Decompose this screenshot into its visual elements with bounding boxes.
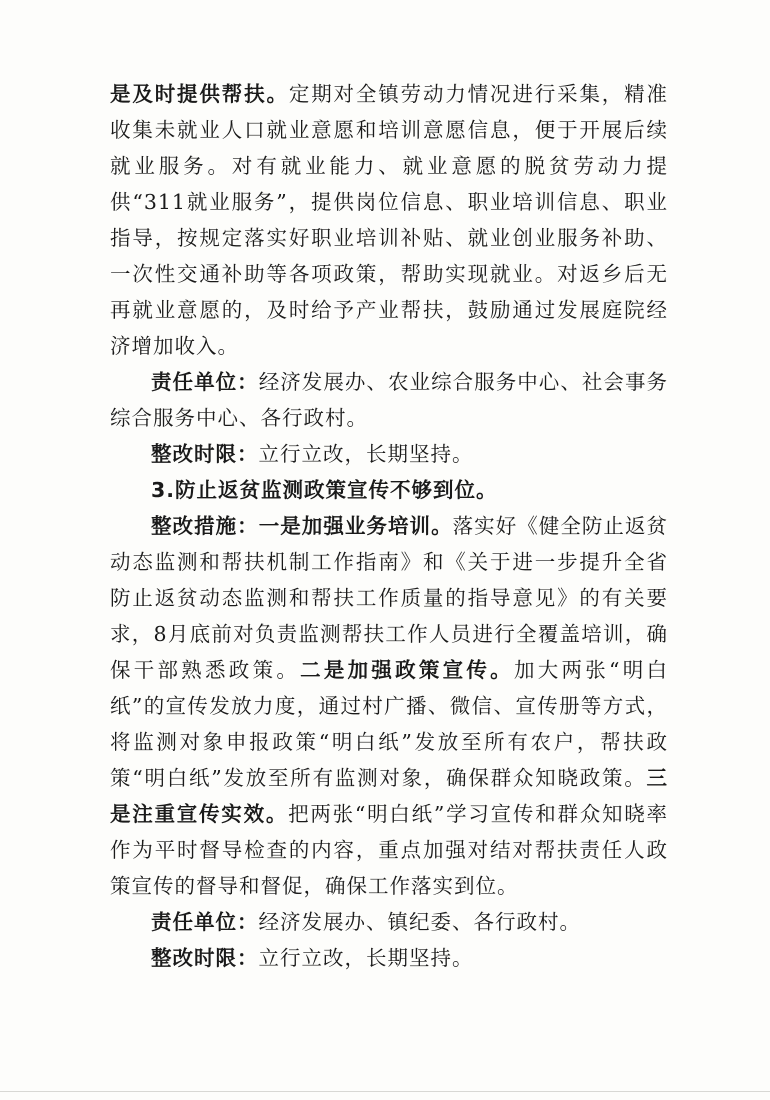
responsible-units-value: 经济发展办、农业综合服务中心、社会事务综合服务中心、各行政村。 (110, 370, 669, 430)
paragraph-rectification-measures (110, 508, 668, 904)
bold-lead: 是及时提供帮扶。 (110, 82, 289, 106)
paragraph-responsible-units-2 (110, 904, 668, 940)
bold-measure-3: 三是注重宣传实效。 (110, 766, 668, 826)
responsible-units-value: 经济发展办、镇纪委、各行政村。 (258, 910, 581, 934)
body-text: 落实好《健全防止返贫动态监测和帮扶机制工作指南》和《关于进一步提升全省防止返贫动态监测和帮扶工作质量的指导意见》的有关要求，8月底前对负责监测帮扶工作人员进行全覆盖培训，确保干部熟悉政策。 (110, 514, 669, 682)
deadline-value: 立行立改，长期坚持。 (258, 946, 474, 970)
label-responsible-units: 责任单位： (151, 910, 259, 934)
document-body (110, 76, 668, 976)
paragraph-responsible-units-1 (110, 364, 668, 436)
bold-measure-2: 二是加强政策宣传。 (300, 658, 514, 682)
label-deadline: 整改时限： (151, 442, 259, 466)
paragraph-deadline-1 (110, 436, 668, 472)
bold-measure-1: 整改措施：一是加强业务培训。 (151, 514, 453, 538)
section-heading-3 (110, 472, 668, 508)
paragraph-deadline-2 (110, 940, 668, 976)
scan-edge-line (0, 1091, 770, 1092)
label-deadline: 整改时限： (151, 946, 259, 970)
label-responsible-units: 责任单位： (151, 370, 259, 394)
body-text: 加大两张“明白纸”的宣传发放力度，通过村广播、微信、宣传册等方式，将监测对象申报政策“明白纸”发放至所有农户，帮扶政策“明白纸”发放至所有监测对象，确保群众知晓政策。 (110, 658, 669, 790)
paragraph-employment-assistance (110, 76, 668, 364)
body-text: 定期对全镇劳动力情况进行采集，精准收集未就业人口就业意愿和培训意愿信息，便于开展后续就业服务。对有就业能力、就业意愿的脱贫劳动力提供“311就业服务”，提供岗位信息、职业培训信息、职业指导，按规定落实好职业培训补贴、就业创业服务补助、一次性交通补助等各项政策，帮助实现就业。对返乡后无再就业意愿的，及时给予产业帮扶，鼓励通过发展庭院经济增加收入。 (110, 82, 669, 358)
section-heading-text: 3.防止返贫监测政策宣传不够到位。 (151, 478, 498, 502)
deadline-value: 立行立改，长期坚持。 (258, 442, 474, 466)
body-text: 把两张“明白纸”学习宣传和群众知晓率作为平时督导检查的内容，重点加强对结对帮扶责任人政策宣传的督导和督促，确保工作落实到位。 (110, 802, 668, 898)
